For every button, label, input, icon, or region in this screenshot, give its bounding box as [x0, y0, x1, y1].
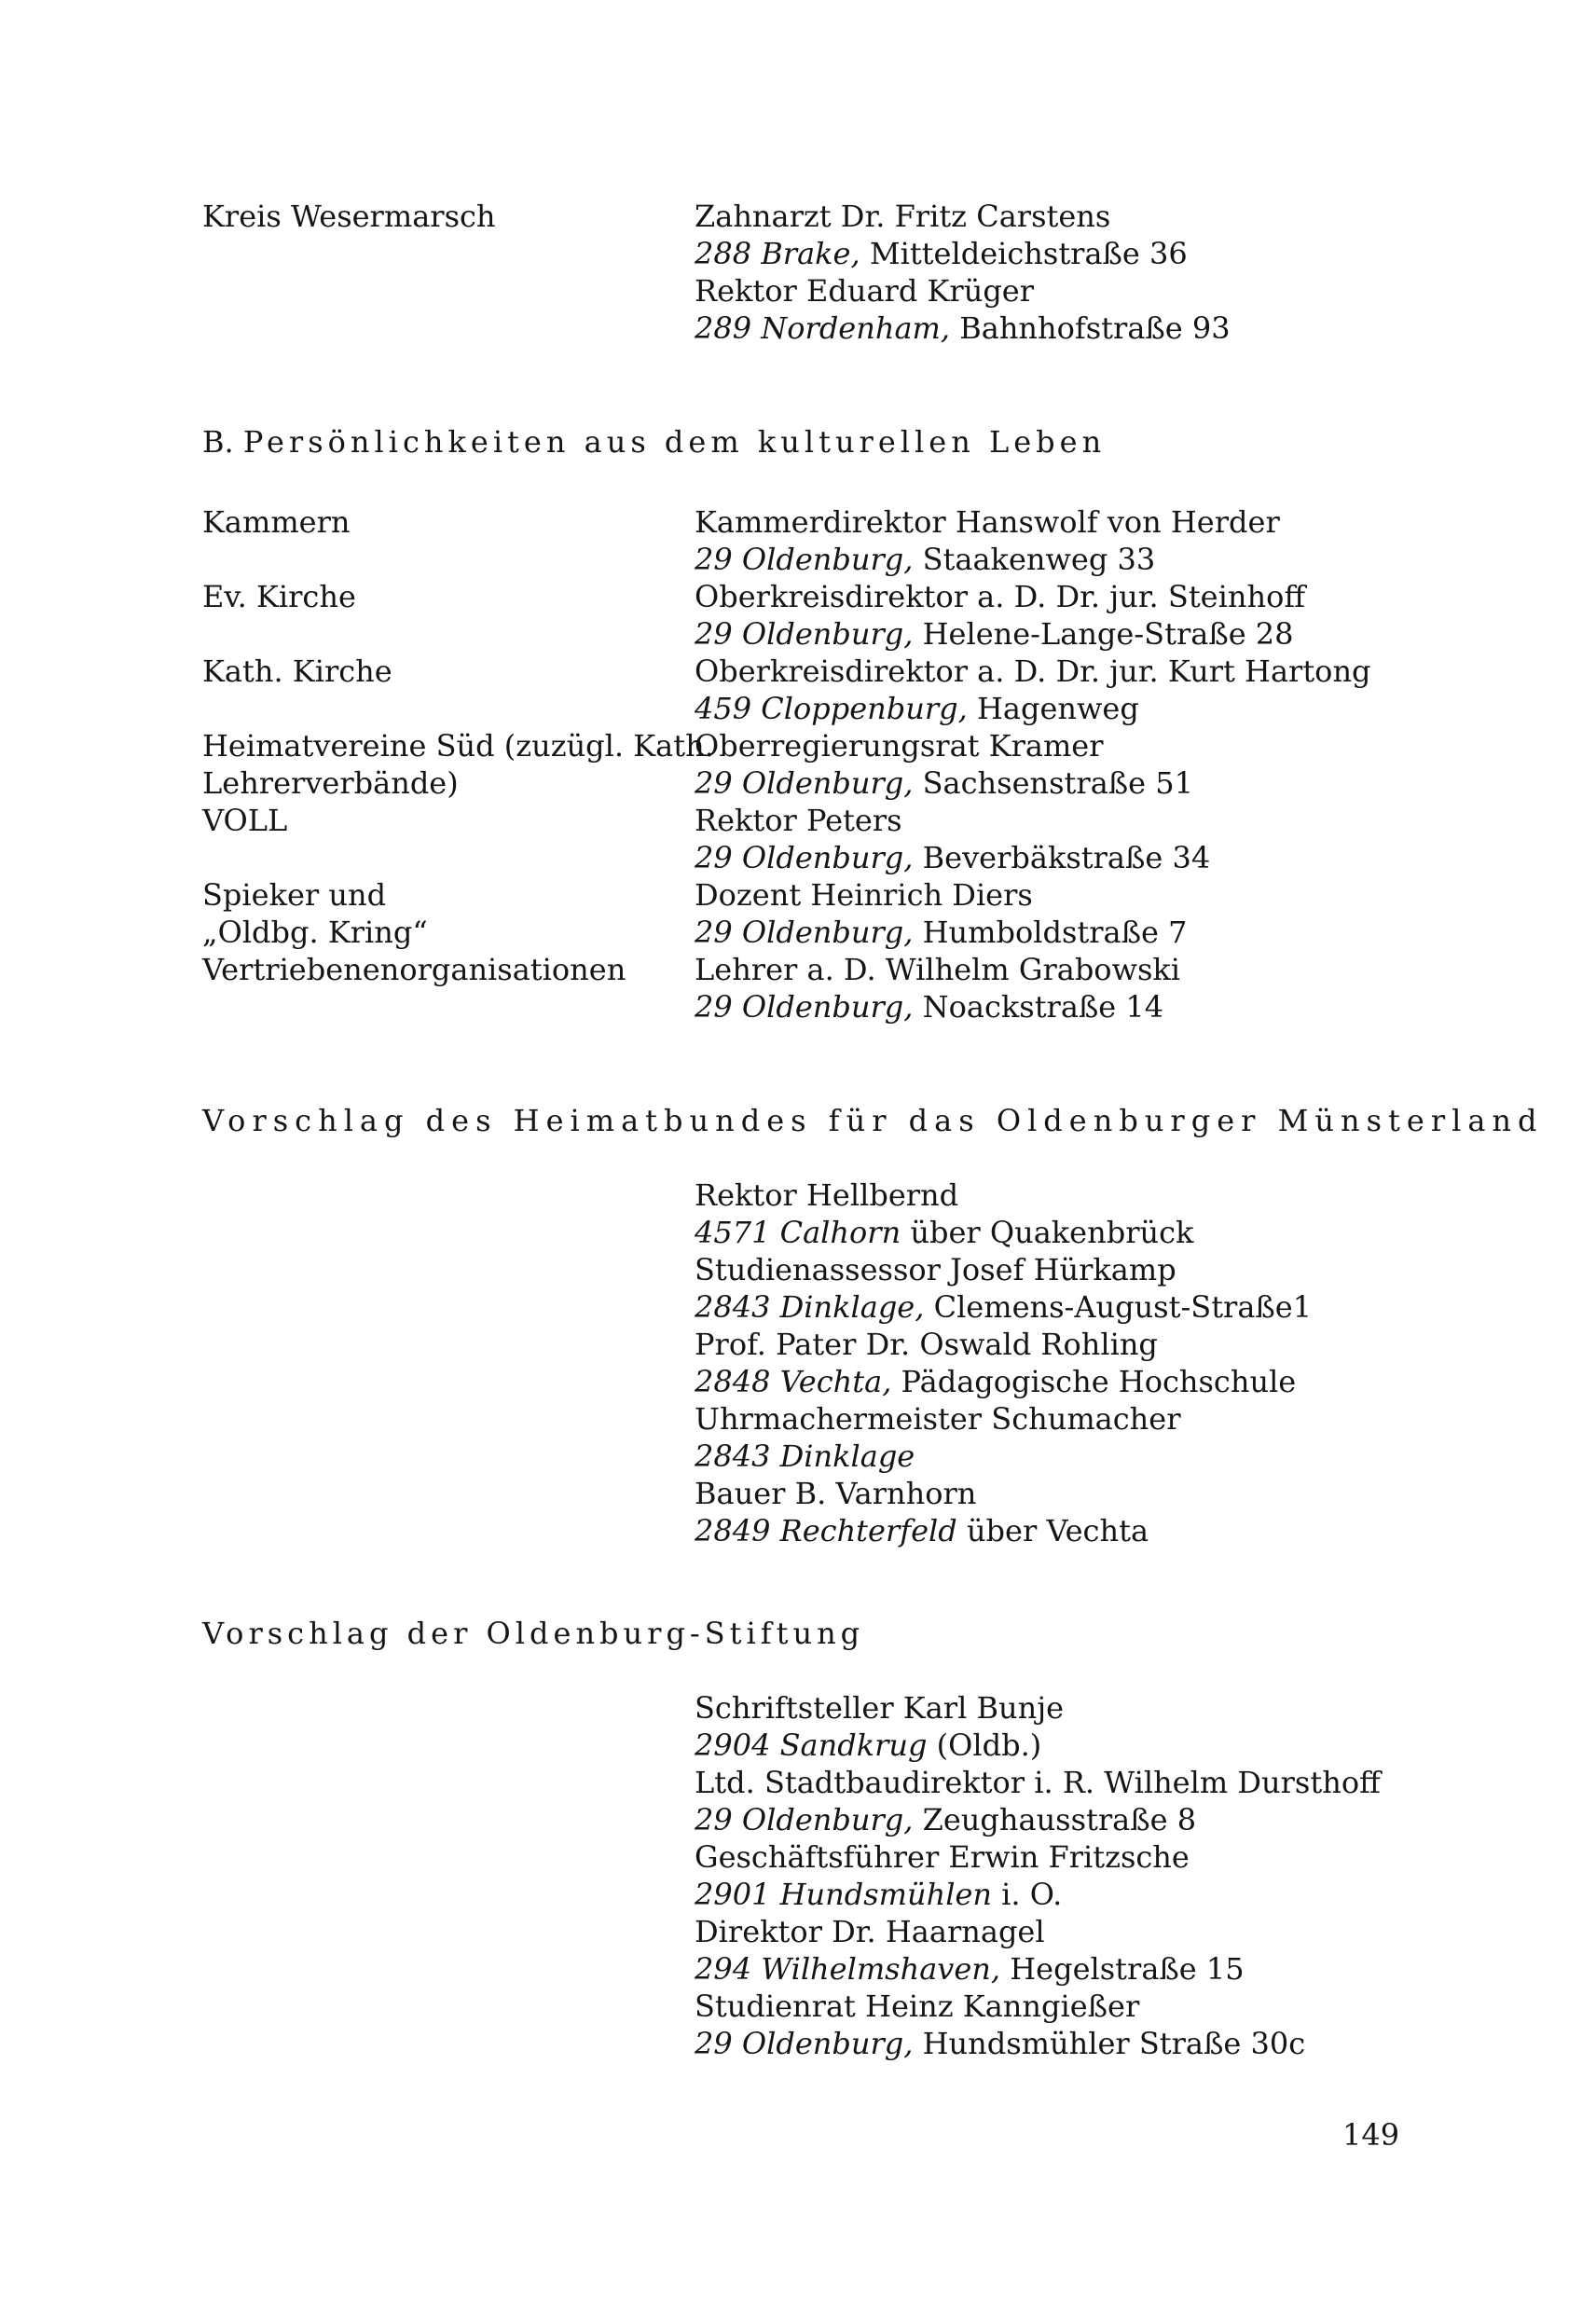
- entry-city: 2901 Hundsmühlen: [695, 1877, 992, 1912]
- entry-city: 294 Wilhelmshaven,: [695, 1951, 1001, 1987]
- entry-address: [695, 1512, 1422, 1549]
- entry-city: 29 Oldenburg,: [695, 765, 914, 801]
- entry-city: 29 Oldenburg,: [695, 2026, 914, 2061]
- entry-street: über Quakenbrück: [901, 1215, 1194, 1250]
- entry-city: 2849 Rechterfeld: [695, 1513, 957, 1548]
- heading-text: Persönlichkeiten aus dem kulturellen Leben: [242, 424, 1107, 460]
- heimatbund-entries: [695, 1177, 1422, 1549]
- entry-street: Noackstraße 14: [913, 989, 1164, 1025]
- entry-name: Rektor Eduard Krüger: [695, 273, 1035, 309]
- entry-street: Staakenweg 33: [913, 542, 1156, 577]
- entry-name: Direktor Dr. Haarnagel: [695, 1914, 1045, 1949]
- entry-address: [695, 310, 1422, 347]
- entry-city: 459 Cloppenburg,: [695, 691, 968, 726]
- entry-address: [695, 988, 1422, 1025]
- entry-city: 2843 Dinklage: [695, 1438, 915, 1474]
- entry-address: [695, 839, 1422, 876]
- entry-name: Zahnarzt Dr. Fritz Carstens: [695, 199, 1111, 234]
- entry-address: [695, 615, 1422, 653]
- entry-name: Oberkreisdirektor a. D. Dr. jur. Steinhoff: [695, 579, 1306, 614]
- entry-address: [695, 764, 1422, 802]
- entry-name: Prof. Pater Dr. Oswald Rohling: [695, 1327, 1158, 1362]
- entry-address: [695, 1363, 1422, 1400]
- entry-city: 29 Oldenburg,: [695, 840, 914, 875]
- entry-city: 29 Oldenburg,: [695, 915, 914, 950]
- stiftung-entries: [695, 1689, 1422, 2062]
- entry-address: [695, 1214, 1422, 1251]
- label-heimatvereine: Heimatvereine Süd (zuzügl. Kath.: [202, 728, 714, 764]
- entry-city: 2848 Vechta,: [695, 1364, 892, 1399]
- entry-name: Studienrat Heinz Kanngießer: [695, 1989, 1140, 2024]
- entry-city: 29 Oldenburg,: [695, 1802, 914, 1837]
- entry-name: Lehrer a. D. Wilhelm Grabowski: [695, 952, 1180, 987]
- entry-name: Oberregierungsrat Kramer: [695, 728, 1104, 764]
- entry-street: Hegelstraße 15: [1000, 1951, 1245, 1987]
- section-b-entries: [695, 503, 1422, 1025]
- heimatbund-heading: [202, 1100, 1544, 1141]
- entry-street: Bahnhofstraße 93: [950, 310, 1231, 346]
- stiftung-heading: [202, 1613, 1414, 1654]
- entry-city: 289 Nordenham,: [695, 310, 951, 346]
- entry-name: Rektor Peters: [695, 803, 902, 838]
- label-kammern: Kammern: [202, 504, 351, 540]
- entry-address: [695, 235, 1422, 272]
- entry-name: Rektor Hellbernd: [695, 1177, 959, 1213]
- entry-street: i. O.: [991, 1877, 1063, 1912]
- page-number: 149: [1342, 2117, 1400, 2153]
- heading-text: Vorschlag des Heimatbundes für das Oldenburger Münsterland: [202, 1103, 1544, 1138]
- entry-street: Pädagogische Hochschule: [891, 1364, 1297, 1399]
- entry-address: [695, 541, 1422, 578]
- entry-street: über Vechta: [956, 1513, 1149, 1548]
- entry-city: 29 Oldenburg,: [695, 616, 914, 652]
- entry-city: 2843 Dinklage,: [695, 1289, 925, 1325]
- entry-city: 4571 Calhorn: [695, 1215, 901, 1250]
- heading-text: Vorschlag der Oldenburg-Stiftung: [202, 1616, 865, 1651]
- label-kath-kirche: Kath. Kirche: [202, 654, 392, 689]
- entry-name: Uhrmachermeister Schumacher: [695, 1401, 1181, 1437]
- entry-address: [695, 1801, 1422, 1838]
- section-b-labels: [202, 503, 714, 988]
- entry-street: Zeughausstraße 8: [913, 1802, 1197, 1837]
- entry-street: Beverbäkstraße 34: [913, 840, 1211, 875]
- entry-address: [695, 1438, 1422, 1475]
- entry-street: Hundsmühler Straße 30c: [913, 2026, 1306, 2061]
- label-kreis-wesermarsch: [202, 198, 687, 235]
- heading-prefix: B.: [202, 424, 243, 460]
- entry-name: Studienassessor Josef Hürkamp: [695, 1252, 1176, 1287]
- entry-city: 288 Brake,: [695, 236, 860, 271]
- entry-street: Sachsenstraße 51: [913, 765, 1193, 801]
- entry-street: Helene-Lange-Straße 28: [913, 616, 1294, 652]
- entry-address: [695, 1288, 1422, 1326]
- entry-address: [695, 690, 1422, 727]
- label-spieker: Spieker und: [202, 877, 387, 913]
- entry-city: 29 Oldenburg,: [695, 542, 914, 577]
- entry-name: Schriftsteller Karl Bunje: [695, 1690, 1065, 1726]
- label-heimatvereine-cont: Lehrerverbände): [202, 765, 459, 801]
- entry-address: [695, 2025, 1422, 2062]
- entry-name: Oberkreisdirektor a. D. Dr. jur. Kurt Hartong: [695, 654, 1371, 689]
- entry-address: [695, 914, 1422, 951]
- entry-city: 29 Oldenburg,: [695, 989, 914, 1025]
- entry-address: [695, 1727, 1422, 1764]
- entry-name: Geschäftsführer Erwin Fritzsche: [695, 1839, 1190, 1875]
- entry-city: 2904 Sandkrug: [695, 1727, 928, 1763]
- label-oldbg-kring: „Oldbg. Kring“: [202, 915, 428, 950]
- label-ev-kirche: Ev. Kirche: [202, 579, 356, 614]
- entries-kreis-wesermarsch: [695, 198, 1422, 347]
- section-b-heading: [202, 421, 1414, 462]
- entry-street: Humboldstraße 7: [913, 915, 1188, 950]
- entry-street: Hagenweg: [967, 691, 1139, 726]
- entry-street: (Oldb.): [927, 1727, 1042, 1763]
- label-text: Kreis Wesermarsch: [202, 199, 496, 234]
- entry-name: Kammerdirektor Hanswolf von Herder: [695, 504, 1280, 540]
- label-voll: VOLL: [202, 803, 288, 838]
- entry-name: Bauer B. Varnhorn: [695, 1476, 977, 1511]
- entry-street: Clemens-August-Straße1: [924, 1289, 1313, 1325]
- entry-address: [695, 1876, 1422, 1913]
- label-vertriebene: Vertriebenenorganisationen: [202, 952, 626, 987]
- entry-street: Mitteldeichstraße 36: [860, 236, 1188, 271]
- entry-name: Dozent Heinrich Diers: [695, 877, 1033, 913]
- entry-name: Ltd. Stadtbaudirektor i. R. Wilhelm Dursthoff: [695, 1765, 1381, 1800]
- entry-address: [695, 1950, 1422, 1988]
